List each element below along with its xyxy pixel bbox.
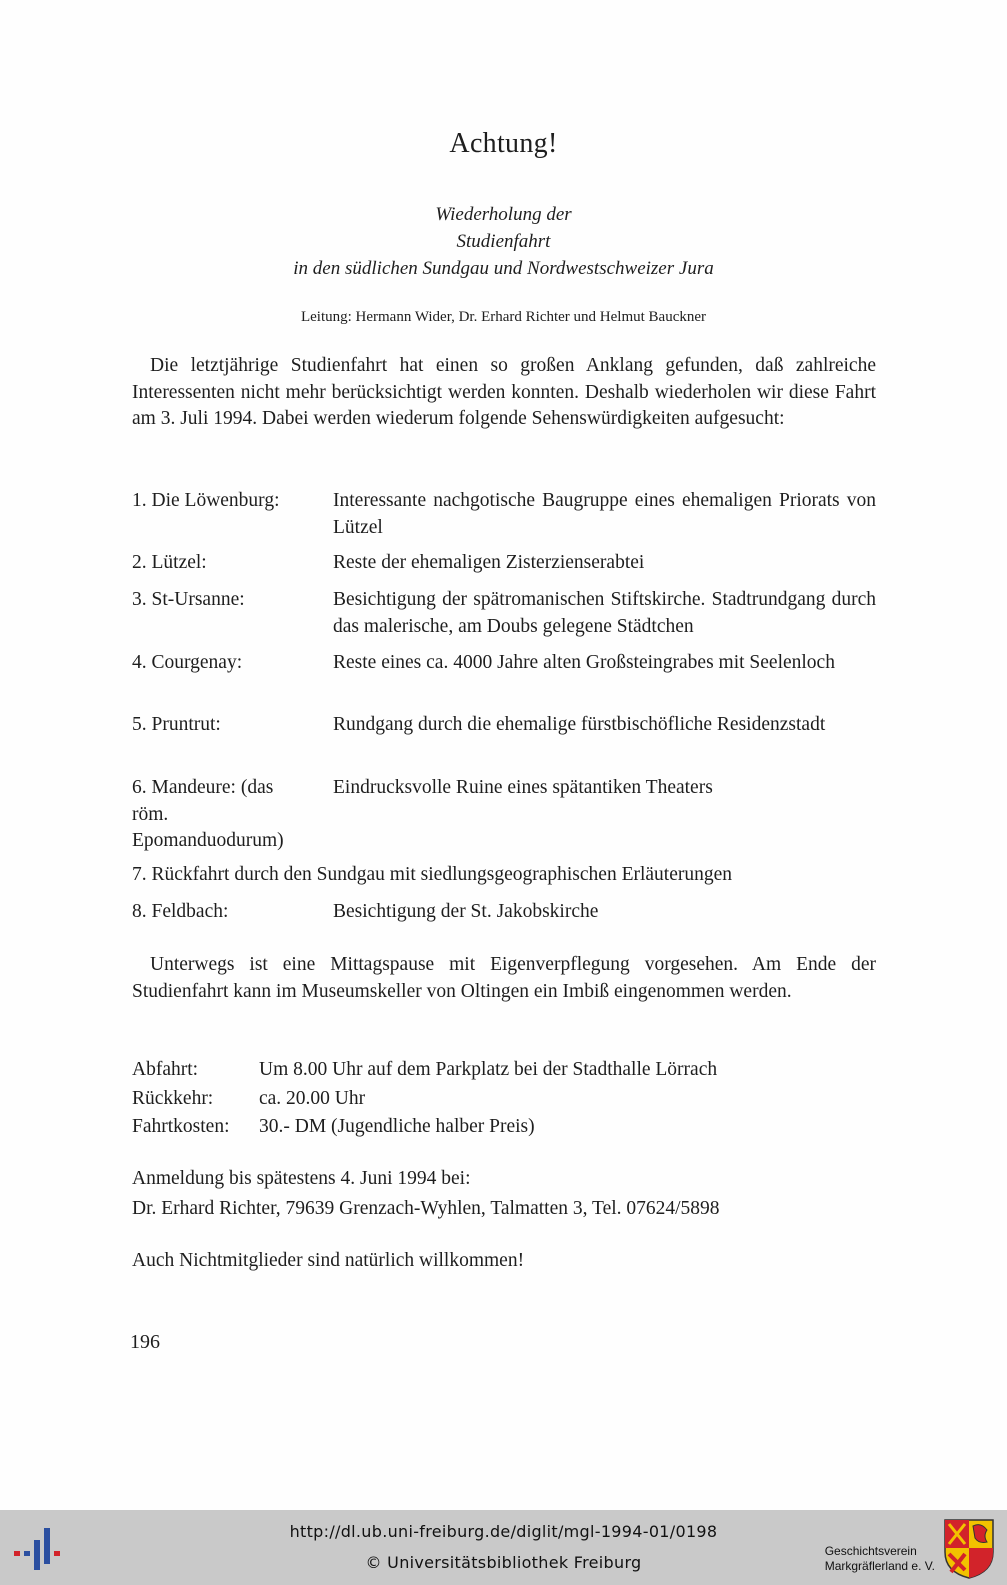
stop-description: Eindrucksvolle Ruine eines spätantiken Theaters <box>333 777 713 798</box>
stop-label: 4. Courgenay: <box>132 652 243 673</box>
list-item <box>132 488 876 544</box>
list-item <box>132 775 876 857</box>
stop-description: Reste der ehemaligen Zisterzienserabtei <box>333 552 645 573</box>
closing-line: Auch Nichtmitglieder sind natürlich willkommen! <box>132 1250 525 1271</box>
stop-label: 8. Feldbach: <box>132 901 229 922</box>
detail-value: Um 8.00 Uhr auf dem Parkplatz bei der Stadthalle Lörrach <box>259 1059 718 1080</box>
page-title: Achtung! <box>449 128 558 159</box>
list-item <box>132 899 876 927</box>
stop-description: Reste eines ca. 4000 Jahre alten Großsteingrabes mit Seelenloch <box>333 652 835 673</box>
stop-label: 3. St-Ursanne: <box>132 589 245 610</box>
detail-value: ca. 20.00 Uhr <box>259 1088 366 1109</box>
list-item <box>132 550 876 578</box>
list-item <box>132 587 876 643</box>
list-item <box>132 712 876 768</box>
footer-org-name <box>825 1544 935 1574</box>
stop-label: 1. Die Löwenburg: <box>132 490 280 511</box>
detail-key: Abfahrt: <box>132 1059 199 1080</box>
subtitle-line-3: in den südlichen Sundgau und Nordwestschweizer Jura <box>293 258 714 279</box>
subtitle-line-2: Studienfahrt <box>456 231 551 252</box>
footer-url-link[interactable]: http://dl.ub.uni-freiburg.de/diglit/mgl-1994-01/0198 <box>289 1522 718 1541</box>
subtitle-line-1: Wiederholung der <box>435 204 572 225</box>
unterwegs-paragraph: Unterwegs ist eine Mittagspause mit Eigenverpflegung vorgesehen. Am Ende der Studienfahrt kann im Museumskeller von Oltingen ein Imbiß eingenommen werden. <box>132 954 876 1002</box>
stop-label: 6. Mandeure: (das röm. Epomanduodurum) <box>132 777 284 851</box>
footer-copyright: © Universitätsbibliothek Freiburg <box>365 1553 642 1572</box>
detail-value: 30.- DM (Jugendliche halber Preis) <box>259 1116 535 1137</box>
footer-bar <box>0 1510 1007 1585</box>
contact-line: Dr. Erhard Richter, 79639 Grenzach-Wyhlen, Talmatten 3, Tel. 07624/5898 <box>132 1198 720 1219</box>
stop-description: Besichtigung der spätromanischen Stiftskirche. Stadtrundgang durch das malerische, am Doubs gelegene Städtchen <box>333 589 876 637</box>
anmeldung-line: Anmeldung bis spätestens 4. Juni 1994 bei: <box>132 1168 471 1189</box>
stop-label: 2. Lützel: <box>132 552 207 573</box>
detail-key: Fahrtkosten: <box>132 1116 230 1137</box>
detail-key: Rückkehr: <box>132 1088 214 1109</box>
list-item <box>132 650 876 706</box>
stop-description: Rundgang durch die ehemalige fürstbischöfliche Residenzstadt <box>333 714 826 735</box>
stop-description: Besichtigung der St. Jakobskirche <box>333 901 599 922</box>
coat-of-arms-icon <box>943 1518 995 1580</box>
leitung-line: Leitung: Hermann Wider, Dr. Erhard Richter und Helmut Bauckner <box>300 309 707 325</box>
stop-label: 7. Rückfahrt durch den Sundgau mit siedlungsgeographischen Erläuterungen <box>132 864 733 885</box>
org-line-1: Geschichtsverein <box>824 1544 917 1558</box>
org-line-2: Markgräflerland e. V. <box>824 1559 935 1573</box>
stop-description: Interessante nachgotische Baugruppe eines ehemaligen Priorats von Lützel <box>333 490 876 538</box>
list-item <box>132 862 876 890</box>
page-number: 196 <box>130 1331 160 1353</box>
intro-paragraph: Die letztjährige Studienfahrt hat einen so großen Anklang gefunden, daß zahlreiche Interessenten nicht mehr berücksichtigt werden konnten. Deshalb wiederholen wir diese Fahrt am 3. Juli 1994. Dabei werden wiederum folgende Sehenswürdigkeiten aufgesucht: <box>132 355 876 429</box>
stop-label: 5. Pruntrut: <box>132 714 221 735</box>
